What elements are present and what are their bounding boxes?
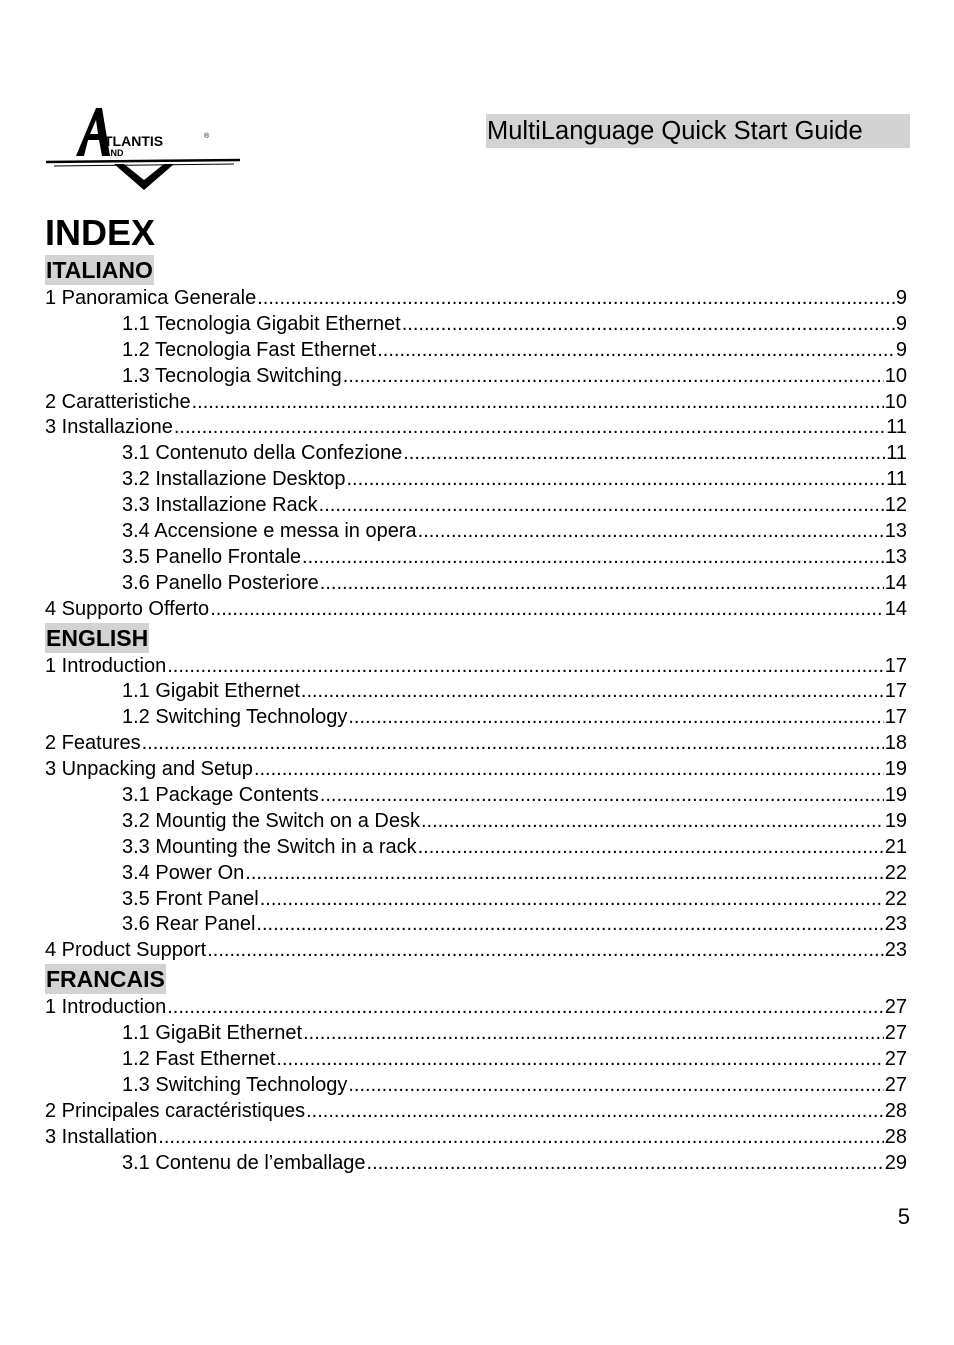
toc-entry-page: 14 [884,597,907,620]
toc-entry[interactable] [45,467,907,493]
toc-entry[interactable] [45,938,907,964]
toc-entry-label: 3 Installation [45,1125,158,1148]
toc-entry[interactable] [45,1125,907,1151]
toc-entry-page: 23 [884,913,907,936]
toc-entry[interactable] [45,783,907,809]
toc-entry-label: 2 Caratteristiche [45,390,191,413]
toc-entry[interactable] [45,493,907,519]
toc-entry-label: 3.4 Accensione e messa in opera [122,520,417,543]
toc-entry[interactable] [45,364,907,390]
toc-entry[interactable] [45,1099,907,1125]
toc-entry-page: 28 [884,1099,907,1122]
toc-dot-leader [174,415,885,441]
toc-entry-label: 3.1 Package Contents [122,784,319,807]
toc-dot-leader [167,654,884,680]
toc-dot-leader [367,1151,884,1177]
toc-entry-page: 17 [884,680,907,703]
toc-entry[interactable] [45,861,907,887]
toc-dot-leader [418,519,884,545]
toc-entry-label: 1.2 Tecnologia Fast Ethernet [122,338,377,361]
toc-dot-leader [260,887,884,913]
toc-dot-leader [167,995,884,1021]
toc-list [45,995,907,1176]
toc-entry[interactable] [45,731,907,757]
toc-entry-label: 4 Supporto Offerto [45,597,210,620]
toc-entry-label: 1.1 GigaBit Ethernet [122,1022,303,1045]
toc-dot-leader [306,1099,884,1125]
toc-entry-label: 3.4 Power On [122,861,245,884]
toc-dot-leader [348,705,883,731]
toc-entry-page: 9 [895,312,907,335]
toc-entry-page: 19 [884,758,907,781]
toc-dot-leader [418,835,884,861]
toc-entry-label: 3.3 Mounting the Switch in a rack [122,835,417,858]
toc-entry-page: 11 [886,416,907,439]
toc-entry-page: 13 [884,545,907,568]
toc-entry-page: 28 [884,1125,907,1148]
toc-entry-label: 3.5 Front Panel [122,887,259,910]
table-of-contents [45,255,907,1177]
toc-entry-label: 1.3 Switching Technology [122,1073,348,1096]
toc-entry[interactable] [45,1047,907,1073]
toc-entry-page: 11 [886,442,907,465]
toc-entry-page: 12 [884,494,907,517]
toc-dot-leader [158,1125,883,1151]
toc-dot-leader [403,441,885,467]
toc-entry-label: 3 Installazione [45,416,173,439]
section-heading-wrap [45,623,907,654]
toc-entry-page: 13 [884,520,907,543]
toc-entry[interactable] [45,1021,907,1047]
toc-entry-page: 18 [884,732,907,755]
toc-dot-leader [319,493,884,519]
toc-entry-label: 1 Introduction [45,654,167,677]
toc-entry-page: 19 [884,809,907,832]
toc-entry[interactable] [45,571,907,597]
toc-entry-label: 3.6 Rear Panel [122,913,256,936]
toc-entry-page: 10 [884,390,907,413]
toc-dot-leader [302,545,884,571]
document-title: MultiLanguage Quick Start Guide [486,114,910,148]
toc-entry-page: 14 [884,571,907,594]
toc-entry[interactable] [45,597,907,623]
toc-entry-page: 23 [884,939,907,962]
toc-entry-label: 4 Product Support [45,939,207,962]
toc-dot-leader [320,783,884,809]
section-heading: ENGLISH [46,624,149,651]
toc-entry[interactable] [45,286,907,312]
atlantis-land-logo [44,104,242,194]
toc-entry-label: 3.2 Installazione Desktop [122,468,346,491]
toc-entry-page: 21 [884,835,907,858]
toc-dot-leader [346,467,885,493]
toc-dot-leader [301,679,884,705]
toc-dot-leader [348,1073,883,1099]
index-title: INDEX [45,212,156,253]
toc-entry-page: 17 [884,706,907,729]
logo-sub-text: AND [104,148,124,158]
toc-entry-label: 1.3 Tecnologia Switching [122,364,342,387]
logo-text: TLANTIS [104,133,164,149]
toc-dot-leader [207,938,884,964]
toc-entry[interactable] [45,338,907,364]
toc-entry-page: 27 [884,1073,907,1096]
toc-dot-leader [421,809,884,835]
toc-entry-page: 9 [895,338,907,361]
toc-entry-label: 1.1 Gigabit Ethernet [122,680,300,703]
toc-entry[interactable] [45,519,907,545]
toc-dot-leader [276,1047,883,1073]
toc-entry-label: 2 Features [45,732,141,755]
toc-dot-leader [257,286,895,312]
toc-entry-label: 1.1 Tecnologia Gigabit Ethernet [122,312,401,335]
toc-dot-leader [142,731,884,757]
toc-dot-leader [343,364,884,390]
toc-dot-leader [192,390,884,416]
toc-entry-page: 10 [884,364,907,387]
toc-entry-label: 3.6 Panello Posteriore [122,571,319,594]
toc-entry[interactable] [45,1151,907,1177]
section-heading: ITALIANO [46,257,153,283]
toc-entry-page: 27 [884,1048,907,1071]
section-heading: FRANCAIS [46,966,165,993]
toc-entry-label: 3.2 Mountig the Switch on a Desk [122,809,420,832]
toc-entry[interactable] [45,1073,907,1099]
toc-entry-label: 1 Introduction [45,996,167,1019]
toc-entry-label: 2 Principales caractéristiques [45,1099,306,1122]
toc-entry[interactable] [45,995,907,1021]
toc-entry[interactable] [45,757,907,783]
toc-dot-leader [377,338,895,364]
toc-entry-label: 3 Unpacking and Setup [45,758,253,781]
toc-dot-leader [256,912,883,938]
toc-entry[interactable] [45,390,907,416]
toc-entry-page: 11 [886,468,907,491]
toc-entry[interactable] [45,705,907,731]
toc-list [45,654,907,965]
toc-entry[interactable] [45,545,907,571]
toc-entry-page: 22 [884,861,907,884]
toc-dot-leader [320,571,884,597]
toc-entry-page: 17 [884,654,907,677]
toc-entry[interactable] [45,887,907,913]
registered-mark: ® [204,133,210,140]
toc-entry[interactable] [45,415,907,441]
toc-entry-page: 29 [884,1151,907,1174]
toc-dot-leader [402,312,895,338]
toc-dot-leader [254,757,884,783]
toc-entry-label: 3.1 Contenu de l’emballage [122,1151,366,1174]
toc-entry[interactable] [45,679,907,705]
toc-entry-page: 19 [884,784,907,807]
toc-entry[interactable] [45,654,907,680]
toc-entry-label: 1.2 Fast Ethernet [122,1048,276,1071]
toc-entry-page: 9 [895,287,907,309]
toc-entry[interactable] [45,441,907,467]
toc-entry-label: 1.2 Switching Technology [122,706,348,729]
page-number: 5 [897,1204,910,1229]
toc-entry-label: 3.3 Installazione Rack [122,494,318,517]
toc-entry[interactable] [45,312,907,338]
toc-dot-leader [303,1021,884,1047]
toc-list [45,286,907,623]
toc-entry-label: 1 Panoramica Generale [45,287,257,309]
toc-entry-label: 3.1 Contenuto della Confezione [122,442,403,465]
toc-entry-page: 22 [884,887,907,910]
toc-entry[interactable] [45,912,907,938]
toc-entry-label: 3.5 Panello Frontale [122,545,302,568]
toc-dot-leader [210,597,884,623]
toc-entry[interactable] [45,809,907,835]
section-heading-wrap [45,964,907,995]
toc-dot-leader [245,861,883,887]
section-heading-wrap [45,255,907,286]
toc-entry[interactable] [45,835,907,861]
toc-entry-page: 27 [884,996,907,1019]
toc-entry-page: 27 [884,1022,907,1045]
